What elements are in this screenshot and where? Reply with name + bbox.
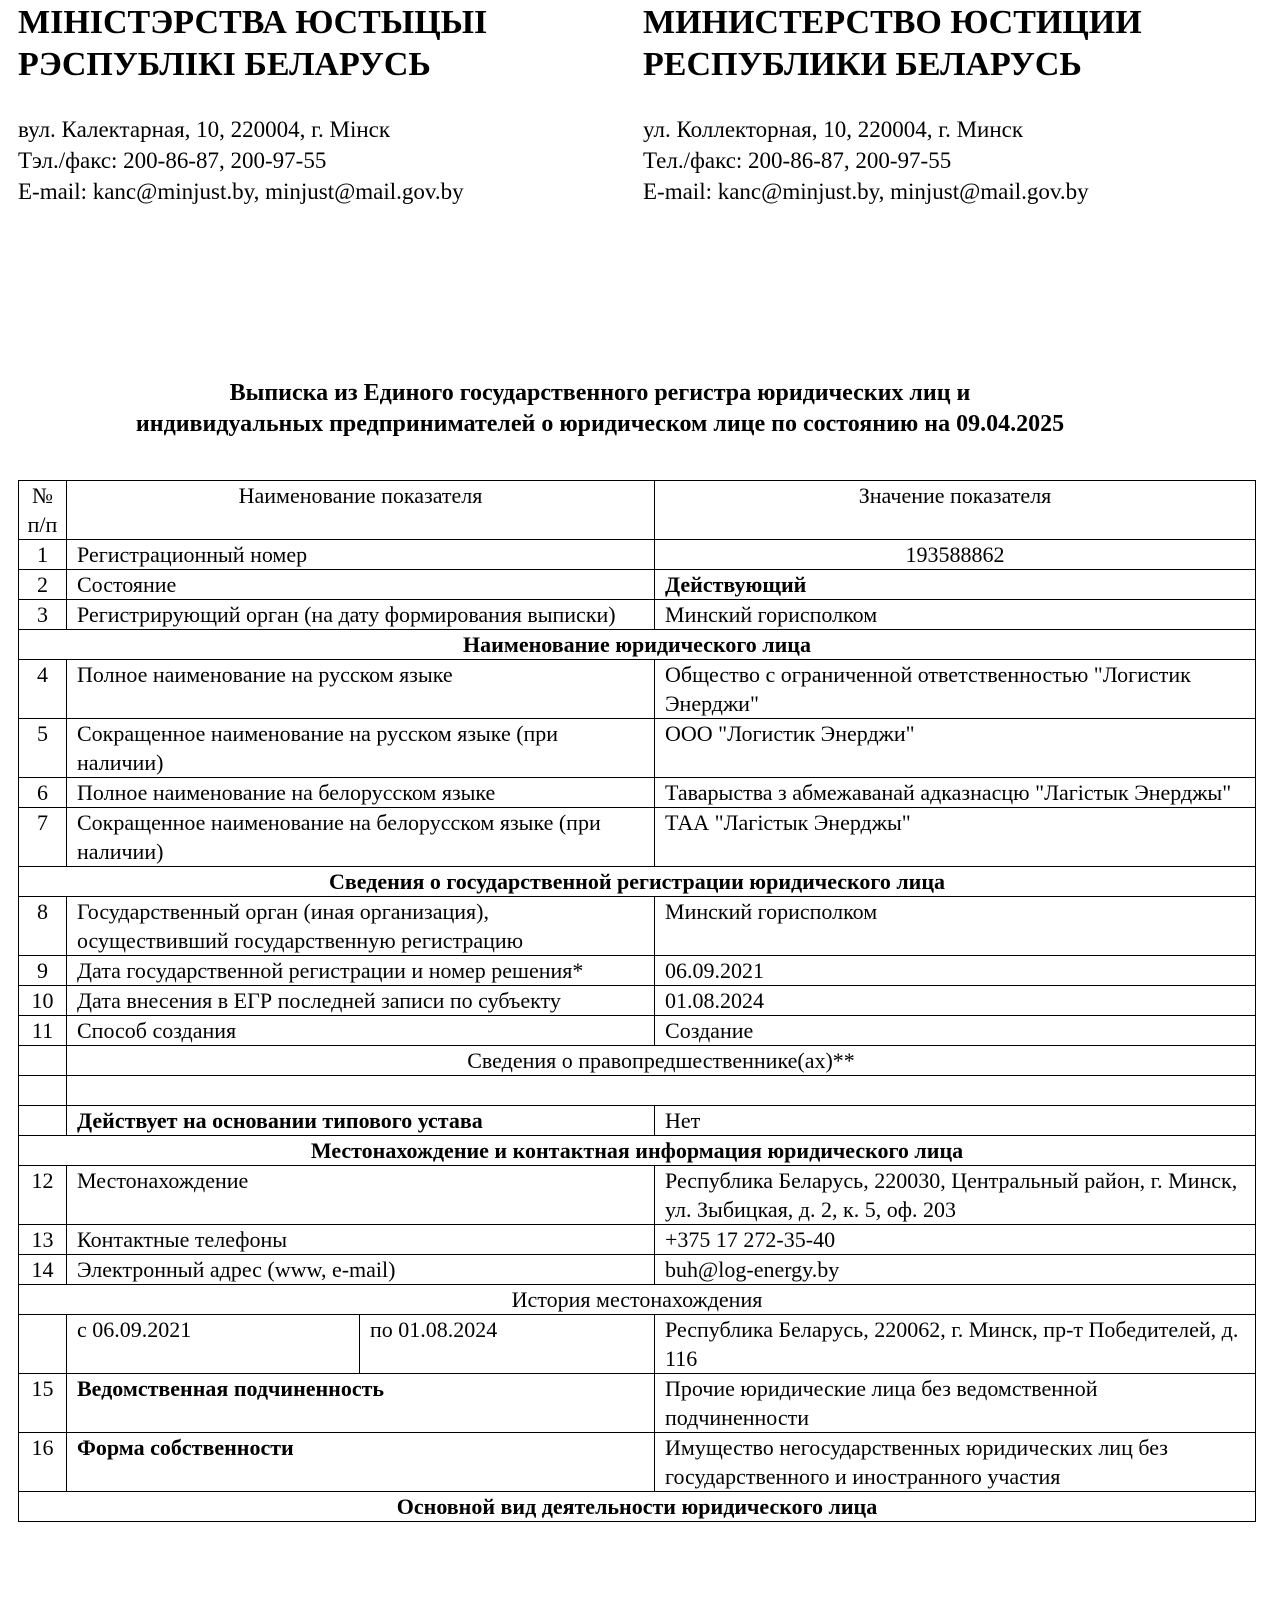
indicator-name: Действует на основании типового устава bbox=[67, 1106, 655, 1136]
history-to-date: по 01.08.2024 bbox=[360, 1315, 655, 1374]
table-row bbox=[19, 956, 1256, 986]
row-number: 4 bbox=[19, 660, 67, 719]
empty-row bbox=[19, 1076, 1256, 1106]
section-title: История местонахождения bbox=[19, 1285, 1256, 1315]
row-number: 15 bbox=[19, 1374, 67, 1433]
header-belarusian bbox=[18, 0, 618, 207]
table-row bbox=[19, 778, 1256, 808]
table-row bbox=[19, 570, 1256, 600]
row-number bbox=[19, 1046, 67, 1076]
indicator-name: Ведомственная подчиненность bbox=[67, 1374, 655, 1433]
section-header-row bbox=[19, 867, 1256, 897]
row-number: 11 bbox=[19, 1016, 67, 1046]
indicator-value: Общество с ограниченной ответственностью "Логистик Энерджи" bbox=[655, 660, 1256, 719]
ministry-address-by: вул. Калектарная, 10, 220004, г. Мінск Тэл./факс: 200-86-87, 200-97-55 E-mail: kanc@minjust.by, minjust@mail.gov.by bbox=[18, 117, 464, 204]
indicator-value: Минский горисполком bbox=[655, 897, 1256, 956]
row-number: 6 bbox=[19, 778, 67, 808]
ministry-name-ru: МИНИСТЕРСТВО ЮСТИЦИИ РЕСПУБЛИКИ БЕЛАРУСЬ bbox=[643, 4, 1142, 83]
indicator-name: Местонахождение bbox=[67, 1166, 655, 1225]
section-header-row bbox=[19, 1136, 1256, 1166]
indicator-value: 01.08.2024 bbox=[655, 986, 1256, 1016]
indicator-name: Регистрационный номер bbox=[67, 540, 655, 570]
row-number: 7 bbox=[19, 808, 67, 867]
row-number: 1 bbox=[19, 540, 67, 570]
table-row bbox=[19, 1225, 1256, 1255]
table-row bbox=[19, 1016, 1256, 1046]
row-number bbox=[19, 1315, 67, 1374]
document-title: Выписка из Единого государственного регистра юридических лиц и индивидуальных предпринимателей о юридическом лице по состоянию на 09.04.2025 bbox=[135, 380, 1065, 437]
row-number: 3 bbox=[19, 600, 67, 630]
column-header-num: № п/п bbox=[19, 481, 67, 540]
indicator-name: Электронный адрес (www, e-mail) bbox=[67, 1255, 655, 1285]
indicator-value: Таварыства з абмежаванай адказнасцю "Лагістык Энерджы" bbox=[655, 778, 1256, 808]
register-table bbox=[18, 480, 1256, 1522]
indicator-name: Контактные телефоны bbox=[67, 1225, 655, 1255]
row-number bbox=[19, 1106, 67, 1136]
indicator-value: Действующий bbox=[655, 570, 1256, 600]
indicator-name: Полное наименование на русском языке bbox=[67, 660, 655, 719]
history-row bbox=[19, 1315, 1256, 1374]
table-row bbox=[19, 808, 1256, 867]
row-number: 2 bbox=[19, 570, 67, 600]
table-row bbox=[19, 1374, 1256, 1433]
row-number: 14 bbox=[19, 1255, 67, 1285]
indicator-value: ООО "Логистик Энерджи" bbox=[655, 719, 1256, 778]
table-row bbox=[19, 719, 1256, 778]
indicator-value: Прочие юридические лица без ведомственной подчиненности bbox=[655, 1374, 1256, 1433]
indicator-name: Регистрирующий орган (на дату формирования выписки) bbox=[67, 600, 655, 630]
section-header-row bbox=[19, 1285, 1256, 1315]
subsection-title: Сведения о правопредшественнике(ах)** bbox=[67, 1046, 1256, 1076]
column-header-value: Значение показателя bbox=[655, 481, 1256, 540]
indicator-name: Способ создания bbox=[67, 1016, 655, 1046]
table-row bbox=[19, 1106, 1256, 1136]
row-number: 5 bbox=[19, 719, 67, 778]
table-header-row bbox=[19, 481, 1256, 540]
row-number: 13 bbox=[19, 1225, 67, 1255]
table-row bbox=[19, 1433, 1256, 1492]
section-title: Наименование юридического лица bbox=[19, 630, 1256, 660]
indicator-name: Форма собственности bbox=[67, 1433, 655, 1492]
column-header-name: Наименование показателя bbox=[67, 481, 655, 540]
indicator-value: Минский горисполком bbox=[655, 600, 1256, 630]
indicator-value: 193588862 bbox=[655, 540, 1256, 570]
indicator-name: Дата государственной регистрации и номер решения* bbox=[67, 956, 655, 986]
indicator-name: Сокращенное наименование на белорусском языке (при наличии) bbox=[67, 808, 655, 867]
indicator-name: Полное наименование на белорусском языке bbox=[67, 778, 655, 808]
row-number: 8 bbox=[19, 897, 67, 956]
ministry-address-ru: ул. Коллекторная, 10, 220004, г. Минск Тел./факс: 200-86-87, 200-97-55 E-mail: kanc@minjust.by, minjust@mail.gov.by bbox=[643, 117, 1089, 204]
indicator-value: +375 17 272-35-40 bbox=[655, 1225, 1256, 1255]
row-number bbox=[19, 1076, 67, 1106]
row-number: 9 bbox=[19, 956, 67, 986]
table-row bbox=[19, 660, 1256, 719]
table-row bbox=[19, 986, 1256, 1016]
table-row bbox=[19, 540, 1256, 570]
header-russian bbox=[643, 0, 1243, 207]
row-number: 16 bbox=[19, 1433, 67, 1492]
section-header-row bbox=[19, 630, 1256, 660]
indicator-value: buh@log-energy.by bbox=[655, 1255, 1256, 1285]
indicator-name: Дата внесения в ЕГР последней записи по субъекту bbox=[67, 986, 655, 1016]
subsection-header-row bbox=[19, 1046, 1256, 1076]
ministry-name-by: МІНІСТЭРСТВА ЮСТЫЦЫІ РЭСПУБЛІКІ БЕЛАРУСЬ bbox=[18, 4, 488, 83]
indicator-name: Государственный орган (иная организация), осуществивший государственную регистрацию bbox=[67, 897, 655, 956]
history-address: Республика Беларусь, 220062, г. Минск, пр-т Победителей, д. 116 bbox=[655, 1315, 1256, 1374]
history-from-date: с 06.09.2021 bbox=[67, 1315, 360, 1374]
row-number: 12 bbox=[19, 1166, 67, 1225]
table-row bbox=[19, 1255, 1256, 1285]
indicator-value: Республика Беларусь, 220030, Центральный район, г. Минск, ул. Зыбицкая, д. 2, к. 5, оф. 203 bbox=[655, 1166, 1256, 1225]
indicator-value: ТАА "Лагістык Энерджы" bbox=[655, 808, 1256, 867]
indicator-value: Создание bbox=[655, 1016, 1256, 1046]
section-title: Местонахождение и контактная информация юридического лица bbox=[19, 1136, 1256, 1166]
table-row bbox=[19, 600, 1256, 630]
indicator-value: Нет bbox=[655, 1106, 1256, 1136]
indicator-name: Сокращенное наименование на русском языке (при наличии) bbox=[67, 719, 655, 778]
indicator-value: 06.09.2021 bbox=[655, 956, 1256, 986]
table-row bbox=[19, 897, 1256, 956]
empty-cell bbox=[67, 1076, 1256, 1106]
indicator-name: Состояние bbox=[67, 570, 655, 600]
section-title: Сведения о государственной регистрации юридического лица bbox=[19, 867, 1256, 897]
section-title: Основной вид деятельности юридического лица bbox=[19, 1492, 1256, 1522]
table-row bbox=[19, 1166, 1256, 1225]
indicator-value: Имущество негосударственных юридических лиц без государственного и иностранного участия bbox=[655, 1433, 1256, 1492]
section-header-row bbox=[19, 1492, 1256, 1522]
row-number: 10 bbox=[19, 986, 67, 1016]
